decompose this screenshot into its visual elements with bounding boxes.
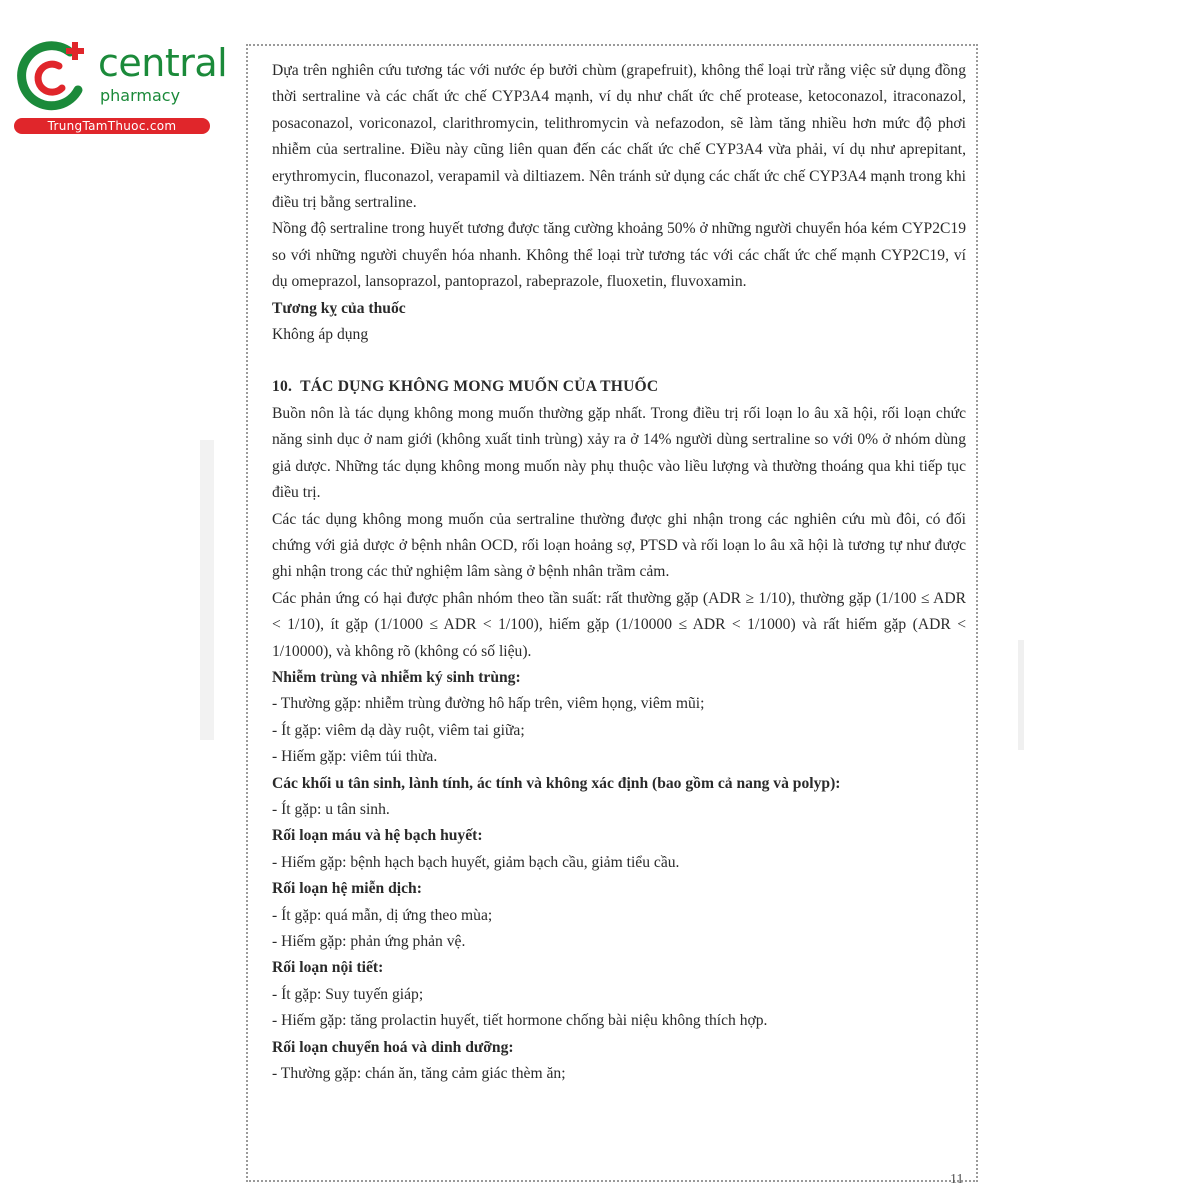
interaction-paragraph-cyp2c19: Nồng độ sertraline trong huyết tương được tăng cường khoảng 50% ở những người chuyển hóa kém CYP2C19 so với những người chuyển hóa nhanh. Không thể loại trừ tương tác với các chất ức chế mạnh CYP2C19, ví dụ omeprazol, lansoprazol, pantoprazol, rabeprazole, fluoxetin, fluvoxamin. (272, 220, 966, 291)
group-item: - Ít gặp: viêm dạ dày ruột, viêm tai giữa; (272, 721, 525, 739)
group-item: - Hiếm gặp: bệnh hạch bạch huyết, giảm bạch cầu, giảm tiểu cầu. (272, 853, 680, 871)
group-item: - Ít gặp: quá mẫn, dị ứng theo mùa; (272, 906, 493, 924)
group-heading: Rối loạn máu và hệ bạch huyết: (272, 827, 483, 845)
incompatibility-text: Không áp dụng (272, 326, 369, 344)
group-heading: Rối loạn chuyển hoá và dinh dưỡng: (272, 1038, 514, 1056)
logo-wordmark: central (98, 41, 228, 85)
central-logo-icon (12, 38, 90, 116)
group-heading: Các khối u tân sinh, lành tính, ác tính và không xác định (bao gồm cả nang và polyp): (272, 774, 841, 792)
side-effects-paragraph-3: Các phản ứng có hại được phân nhóm theo tần suất: rất thường gặp (ADR ≥ 1/10), thường gặp (1/100 ≤ ADR < 1/10), ít gặp (1/1000 ≤ ADR < 1/100), hiếm gặp (1/10000 ≤ ADR < 1/1000) và rất hiếm gặp (ADR < 1/10000), và không rõ (không có số liệu). (272, 589, 966, 660)
logo-subtitle: pharmacy (100, 86, 181, 105)
logo-website-badge: TrungTamThuoc.com (14, 118, 210, 134)
group-heading: Nhiễm trùng và nhiễm ký sinh trùng: (272, 668, 521, 686)
page-number: 11 (950, 1172, 964, 1187)
section-10-title (272, 374, 966, 400)
group-item: - Ít gặp: Suy tuyến giáp; (272, 985, 424, 1003)
group-item: - Thường gặp: chán ăn, tăng cảm giác thèm ăn; (272, 1065, 566, 1083)
section-10-title-text: TÁC DỤNG KHÔNG MONG MUỐN CỦA THUỐC (300, 378, 659, 396)
document-body (272, 58, 966, 1087)
scan-shadow-right (1018, 640, 1024, 750)
central-pharmacy-logo (12, 38, 228, 138)
group-item: - Thường gặp: nhiễm trùng đường hô hấp trên, viêm họng, viêm mũi; (272, 695, 705, 713)
section-10-number: 10. (272, 378, 293, 396)
group-item: - Hiếm gặp: viêm túi thừa. (272, 748, 438, 766)
group-item: - Hiếm gặp: phản ứng phản vệ. (272, 933, 466, 950)
group-item: - Hiếm gặp: tăng prolactin huyết, tiết hormone chống bài niệu không thích hợp. (272, 1012, 768, 1030)
section-spacer (272, 348, 966, 374)
group-heading: Rối loạn hệ miễn dịch: (272, 880, 422, 898)
side-effects-paragraph-2: Các tác dụng không mong muốn của sertraline thường được ghi nhận trong các nghiên cứu mù đôi, có đối chứng với giả dược ở bệnh nhân OCD, rối loạn hoảng sợ, PTSD và rối loạn lo âu xã hội là tương tự như được ghi nhận trong các thử nghiệm lâm sàng ở bệnh nhân trầm cảm. (272, 510, 966, 581)
scan-shadow-left (200, 440, 214, 740)
incompatibility-heading: Tương kỵ của thuốc (272, 299, 406, 317)
group-heading: Rối loạn nội tiết: (272, 959, 384, 977)
interaction-paragraph-grapefruit: Dựa trên nghiên cứu tương tác với nước ép bưởi chùm (grapefruit), không thể loại trừ rằng việc sử dụng đồng thời sertraline và các chất ức chế CYP3A4 mạnh, ví dụ như chất ức chế protease, ketoconazol, itraconazol, posaconazol, voriconazol, clarithromycin, telithromycin và nefazodon, sẽ làm tăng nhiều hơn mức độ phơi nhiễm của sertraline. Điều này cũng liên quan đến các chất ức chế CYP3A4 vừa phải, ví dụ như aprepitant, erythromycin, fluconazol, verapamil và diltiazem. Nên tránh sử dụng các chất ức chế CYP3A4 mạnh trong khi điều trị bằng sertraline. (272, 62, 966, 212)
side-effects-paragraph-1: Buồn nôn là tác dụng không mong muốn thường gặp nhất. Trong điều trị rối loạn lo âu xã hội, rối loạn chức năng sinh dục ở nam giới (không xuất tinh trùng) xảy ra ở 14% người dùng sertraline so với 0% ở nhóm dùng giả dược. Những tác dụng không mong muốn này phụ thuộc vào liều lượng và thường thoáng qua khi tiếp tục điều trị. (272, 404, 966, 502)
group-item: - Ít gặp: u tân sinh. (272, 800, 390, 818)
